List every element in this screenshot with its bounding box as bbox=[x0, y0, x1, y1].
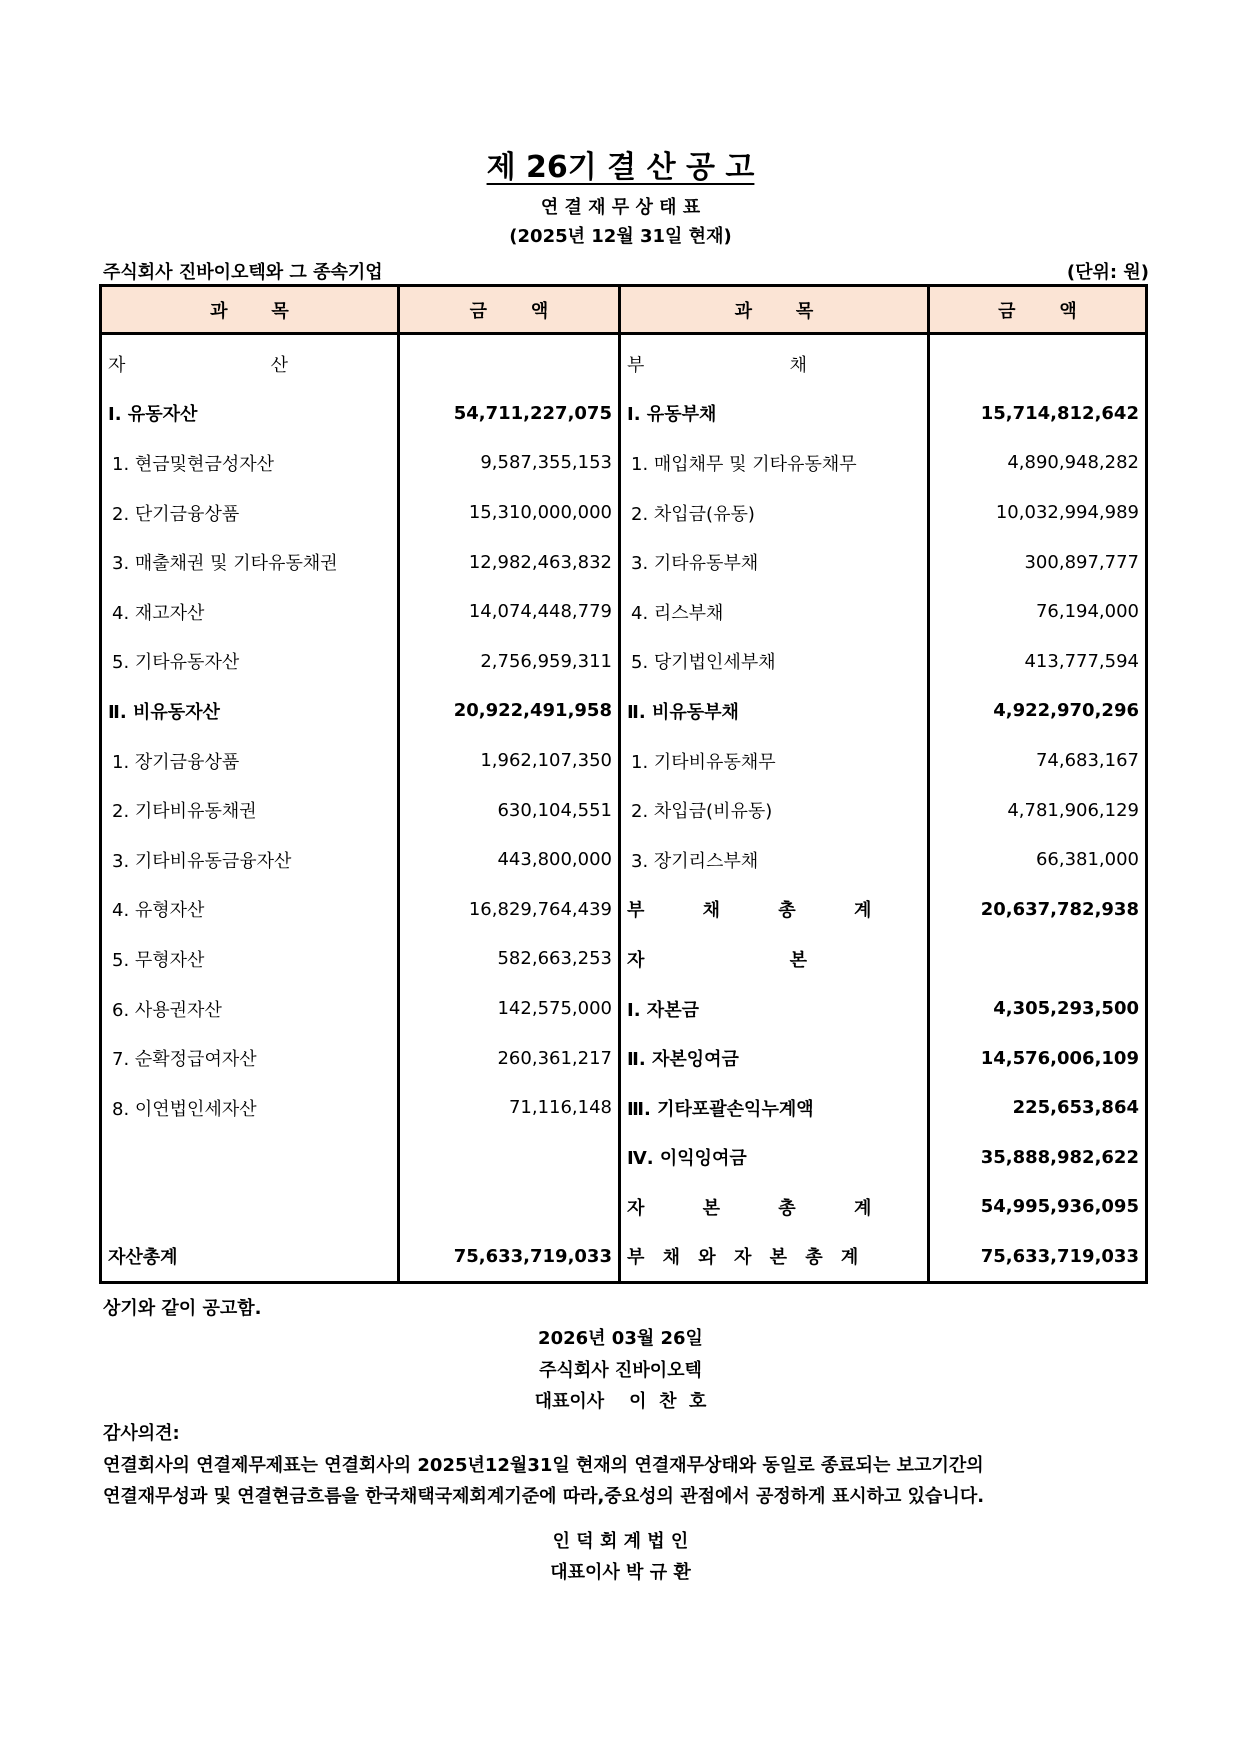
header-item-left: 과 목 bbox=[101, 286, 399, 334]
liability-equity-item-label bbox=[620, 334, 929, 389]
asset-amount: 9,587,355,153 bbox=[399, 438, 620, 488]
header-amount-left: 금 액 bbox=[399, 286, 620, 334]
asset-item-label bbox=[101, 334, 399, 389]
liability-equity-item-label bbox=[620, 984, 929, 1034]
liability-equity-amount: 4,922,970,296 bbox=[929, 686, 1147, 736]
liability-equity-item-label bbox=[620, 438, 929, 488]
total-label: 자 본 총 계 bbox=[627, 1197, 898, 1219]
asset-item-label bbox=[101, 537, 399, 587]
item-label-text: Ⅱ. 비유동부채 bbox=[627, 701, 739, 723]
table-row bbox=[101, 587, 1147, 637]
liability-equity-item-label bbox=[620, 835, 929, 885]
liability-equity-amount: 35,888,982,622 bbox=[929, 1133, 1147, 1183]
item-label-text: Ⅰ. 유동부채 bbox=[627, 404, 717, 426]
section-label-part2: 채 bbox=[789, 354, 807, 376]
table-row bbox=[101, 438, 1147, 488]
item-label-text: 2. 차입금(유동) bbox=[631, 503, 755, 525]
notice-company: 주식회사 진바이오텍 bbox=[539, 1360, 702, 1381]
table-row bbox=[101, 334, 1147, 389]
liability-equity-amount: 15,714,812,642 bbox=[929, 389, 1147, 439]
table-row bbox=[101, 934, 1147, 984]
asset-item-label bbox=[101, 1133, 399, 1183]
asset-amount: 443,800,000 bbox=[399, 835, 620, 885]
section-label-part2: 본 bbox=[789, 949, 807, 971]
asset-item-label bbox=[101, 587, 399, 637]
table-row bbox=[101, 637, 1147, 687]
asset-item-label bbox=[101, 637, 399, 687]
page-title: 제 26기 결 산 공 고 bbox=[486, 150, 755, 185]
liability-equity-item-label bbox=[620, 934, 929, 984]
liability-equity-amount: 413,777,594 bbox=[929, 637, 1147, 687]
asset-amount: 14,074,448,779 bbox=[399, 587, 620, 637]
asset-item-label bbox=[101, 885, 399, 935]
liability-equity-amount: 300,897,777 bbox=[929, 537, 1147, 587]
liability-equity-item-label bbox=[620, 1133, 929, 1183]
liability-equity-item-label bbox=[620, 488, 929, 538]
table-row bbox=[101, 1033, 1147, 1083]
table-row bbox=[101, 785, 1147, 835]
table-row bbox=[101, 1232, 1147, 1283]
section-label: 자 bbox=[627, 949, 645, 971]
auditor-ceo: 대표이사 박 규 환 bbox=[550, 1562, 691, 1583]
audit-opinion-line1: 연결회사의 연결제무제표는 연결회사의 2025년12월31일 현재의 연결재무상태와 동일로 종료되는 보고기간의 bbox=[103, 1455, 984, 1476]
item-label-text: 6. 사용권자산 bbox=[112, 999, 222, 1021]
table-row bbox=[101, 488, 1147, 538]
liability-equity-item-label bbox=[620, 637, 929, 687]
asset-item-label bbox=[101, 736, 399, 786]
liability-equity-amount: 75,633,719,033 bbox=[929, 1232, 1147, 1283]
auditor-firm: 인 덕 회 계 법 인 bbox=[552, 1531, 689, 1552]
audit-opinion-line2: 연결재무성과 및 연결현금흐름을 한국채택국제회계기준에 따라,중요성의 관점에서 공정하게 표시하고 있습니다. bbox=[103, 1486, 985, 1507]
liability-equity-item-label bbox=[620, 885, 929, 935]
liability-equity-amount: 76,194,000 bbox=[929, 587, 1147, 637]
section-label: 자 bbox=[108, 354, 126, 376]
header-amount-right: 금 액 bbox=[929, 286, 1147, 334]
item-label-text: Ⅱ. 비유동자산 bbox=[108, 701, 220, 723]
asset-amount: 75,633,719,033 bbox=[399, 1232, 620, 1283]
table-header-row bbox=[101, 286, 1147, 334]
asset-amount bbox=[399, 1182, 620, 1232]
liability-equity-amount: 225,653,864 bbox=[929, 1083, 1147, 1133]
item-label-text: 2. 단기금융상품 bbox=[112, 503, 240, 525]
asset-item-label bbox=[101, 1182, 399, 1232]
asset-amount: 20,922,491,958 bbox=[399, 686, 620, 736]
liability-equity-item-label bbox=[620, 1182, 929, 1232]
total-label: 부 채 와 자 본 총 계 bbox=[627, 1247, 865, 1269]
asset-item-label bbox=[101, 934, 399, 984]
asset-amount: 12,982,463,832 bbox=[399, 537, 620, 587]
table-row bbox=[101, 835, 1147, 885]
liability-equity-item-label bbox=[620, 785, 929, 835]
item-label-text: 3. 매출채권 및 기타유동채권 bbox=[112, 553, 338, 575]
item-label-text: Ⅱ. 자본잉여금 bbox=[627, 1049, 739, 1071]
item-label-text: 1. 기타비유동채무 bbox=[631, 751, 776, 773]
table-row bbox=[101, 1133, 1147, 1183]
statement-date: (2025년 12월 31일 현재) bbox=[509, 226, 732, 247]
liability-equity-amount: 74,683,167 bbox=[929, 736, 1147, 786]
unit-label: (단위: 원) bbox=[1066, 262, 1149, 283]
liability-equity-amount: 54,995,936,095 bbox=[929, 1182, 1147, 1232]
asset-item-label bbox=[101, 686, 399, 736]
notice-date: 2026년 03월 26일 bbox=[538, 1328, 703, 1349]
liability-equity-amount: 14,576,006,109 bbox=[929, 1033, 1147, 1083]
asset-item-label bbox=[101, 389, 399, 439]
liability-equity-item-label bbox=[620, 1033, 929, 1083]
asset-amount: 630,104,551 bbox=[399, 785, 620, 835]
asset-amount: 142,575,000 bbox=[399, 984, 620, 1034]
asset-amount: 71,116,148 bbox=[399, 1083, 620, 1133]
asset-amount: 582,663,253 bbox=[399, 934, 620, 984]
liability-equity-item-label bbox=[620, 736, 929, 786]
asset-amount: 260,361,217 bbox=[399, 1033, 620, 1083]
item-label-text: 2. 기타비유동채권 bbox=[112, 801, 257, 823]
company-name: 주식회사 진바이오텍와 그 종속기업 bbox=[103, 262, 383, 283]
table-row bbox=[101, 686, 1147, 736]
item-label-text: 5. 기타유동자산 bbox=[112, 652, 240, 674]
table-row bbox=[101, 389, 1147, 439]
asset-item-label bbox=[101, 835, 399, 885]
item-label-text: 4. 재고자산 bbox=[112, 602, 205, 624]
item-label-text: 1. 장기금융상품 bbox=[112, 751, 240, 773]
item-label-text: Ⅰ. 유동자산 bbox=[108, 404, 198, 426]
item-label-text: 5. 당기법인세부채 bbox=[631, 652, 776, 674]
liability-equity-item-label bbox=[620, 389, 929, 439]
asset-amount bbox=[399, 1133, 620, 1183]
asset-amount: 2,756,959,311 bbox=[399, 637, 620, 687]
asset-item-label bbox=[101, 1232, 399, 1283]
section-label: 부 bbox=[627, 354, 645, 376]
liability-equity-item-label bbox=[620, 1083, 929, 1133]
asset-amount: 54,711,227,075 bbox=[399, 389, 620, 439]
section-label-part2: 산 bbox=[270, 354, 288, 376]
table-row bbox=[101, 736, 1147, 786]
liability-equity-amount: 66,381,000 bbox=[929, 835, 1147, 885]
asset-amount: 1,962,107,350 bbox=[399, 736, 620, 786]
asset-item-label bbox=[101, 785, 399, 835]
item-label-text: 3. 기타비유동금융자산 bbox=[112, 850, 292, 872]
total-label: 부 채 총 계 bbox=[627, 900, 898, 922]
table-row bbox=[101, 1182, 1147, 1232]
item-label-text: 4. 유형자산 bbox=[112, 900, 205, 922]
liability-equity-item-label bbox=[620, 537, 929, 587]
audit-label: 감사의견: bbox=[103, 1423, 180, 1444]
notice-ceo: 대표이사 이 찬 호 bbox=[534, 1391, 707, 1412]
balance-sheet-table bbox=[99, 284, 1148, 1284]
item-label-text: 7. 순확정급여자산 bbox=[112, 1049, 257, 1071]
liability-equity-amount bbox=[929, 334, 1147, 389]
item-label-text: 3. 기타유동부채 bbox=[631, 553, 759, 575]
item-label-text: 4. 리스부채 bbox=[631, 602, 724, 624]
liability-equity-amount: 10,032,994,989 bbox=[929, 488, 1147, 538]
liability-equity-amount: 4,305,293,500 bbox=[929, 984, 1147, 1034]
asset-item-label bbox=[101, 1083, 399, 1133]
item-label-text: 3. 장기리스부채 bbox=[631, 850, 759, 872]
asset-item-label bbox=[101, 488, 399, 538]
table-row bbox=[101, 537, 1147, 587]
table-row bbox=[101, 885, 1147, 935]
liability-equity-item-label bbox=[620, 587, 929, 637]
liability-equity-amount: 4,890,948,282 bbox=[929, 438, 1147, 488]
item-label-text: Ⅲ. 기타포괄손익누계액 bbox=[627, 1098, 814, 1120]
asset-amount: 15,310,000,000 bbox=[399, 488, 620, 538]
liability-equity-amount: 4,781,906,129 bbox=[929, 785, 1147, 835]
item-label-text: 자산총계 bbox=[108, 1247, 178, 1269]
item-label-text: 8. 이연법인세자산 bbox=[112, 1098, 257, 1120]
item-label-text: 1. 매입채무 및 기타유동채무 bbox=[631, 453, 857, 475]
item-label-text: Ⅰ. 자본금 bbox=[627, 999, 699, 1021]
table-row bbox=[101, 1083, 1147, 1133]
asset-item-label bbox=[101, 1033, 399, 1083]
table-row bbox=[101, 984, 1147, 1034]
header-item-right: 과 목 bbox=[620, 286, 929, 334]
statement-subtitle: 연 결 재 무 상 태 표 bbox=[540, 197, 701, 218]
item-label-text: 2. 차입금(비유동) bbox=[631, 801, 773, 823]
asset-amount bbox=[399, 334, 620, 389]
notice-text: 상기와 같이 공고함. bbox=[103, 1298, 262, 1319]
item-label-text: 1. 현금및현금성자산 bbox=[112, 453, 274, 475]
item-label-text: 5. 무형자산 bbox=[112, 949, 205, 971]
asset-item-label bbox=[101, 438, 399, 488]
asset-item-label bbox=[101, 984, 399, 1034]
liability-equity-item-label bbox=[620, 1232, 929, 1283]
asset-amount: 16,829,764,439 bbox=[399, 885, 620, 935]
item-label-text: Ⅳ. 이익잉여금 bbox=[627, 1148, 747, 1170]
liability-equity-amount bbox=[929, 934, 1147, 984]
liability-equity-item-label bbox=[620, 686, 929, 736]
liability-equity-amount: 20,637,782,938 bbox=[929, 885, 1147, 935]
